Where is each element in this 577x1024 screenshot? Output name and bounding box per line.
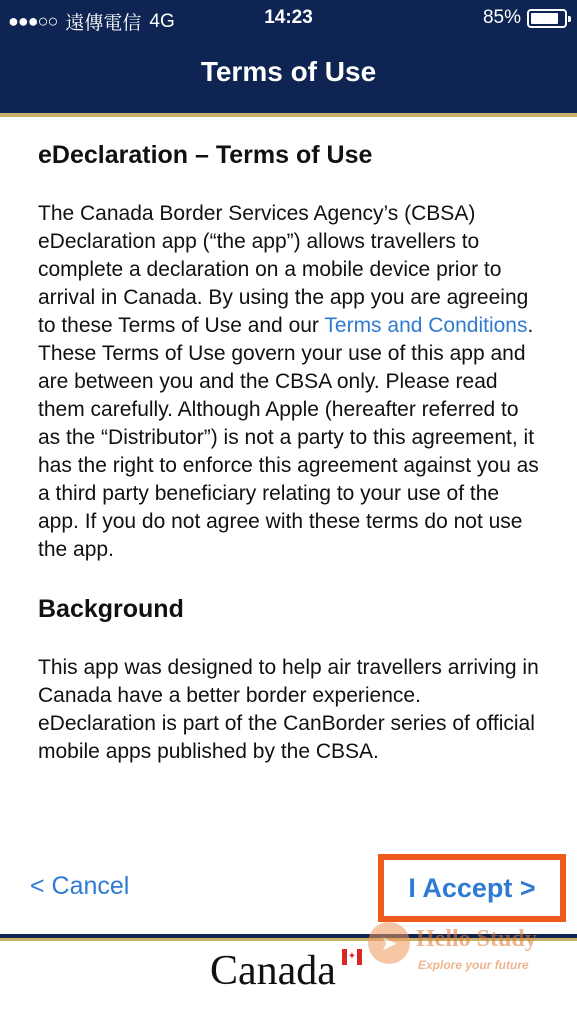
battery-percent: 85% (482, 7, 521, 28)
terms-and-conditions-link[interactable]: Terms and Conditions (324, 314, 528, 337)
terms-text-part1: The Canada Border Services Agency’s (CBSA) eDeclaration app (“the app”) allows travellers to complete a declaration on a mobile device prior to arrival in Canada. By using the app you are agreeing to these Terms of Use and our (38, 202, 529, 337)
app-header (0, 0, 577, 117)
clock: 14:23 (264, 7, 313, 28)
terms-paragraph (38, 200, 543, 564)
accept-button[interactable] (378, 854, 566, 922)
status-bar (0, 0, 577, 38)
canada-flag-icon: ✦ (342, 949, 362, 965)
carrier-name: 遠傳電信 (65, 13, 142, 34)
cancel-button[interactable]: < Cancel (30, 872, 130, 900)
watermark-title: Hello Study (416, 926, 537, 952)
terms-text-part2: . These Terms of Use govern your use of this app and are between you and the CBSA only. Please read them carefully. Although Apple (hereafter referred to as the “Distributor”) is not a party to this agreement, it has the right to enforce this agreement against you as a third party beneficiary relating to your use of the app. If you do not agree with these terms do not use the app. (38, 314, 539, 561)
battery-icon (527, 9, 567, 28)
canada-wordmark-logo: Canada (210, 948, 336, 994)
background-heading: Background (38, 595, 184, 623)
action-bar (0, 850, 577, 930)
watermark (368, 922, 573, 982)
terms-heading: eDeclaration – Terms of Use (38, 141, 373, 169)
signal-strength-icon: ●●●○○ (8, 11, 58, 31)
network-type: 4G (149, 10, 175, 32)
page-title: Terms of Use (200, 56, 377, 87)
background-paragraph: This app was designed to help air travellers arriving in Canada have a better border experience. eDeclaration is part of the CanBorder series of official mobile apps published by the CBSA. (38, 656, 539, 763)
battery-fill (531, 13, 558, 24)
paper-plane-icon: ➤ (368, 922, 410, 964)
watermark-subtitle: Explore your future (418, 958, 529, 972)
terms-content[interactable] (38, 140, 543, 846)
accept-button-label: I Accept > (408, 872, 536, 903)
